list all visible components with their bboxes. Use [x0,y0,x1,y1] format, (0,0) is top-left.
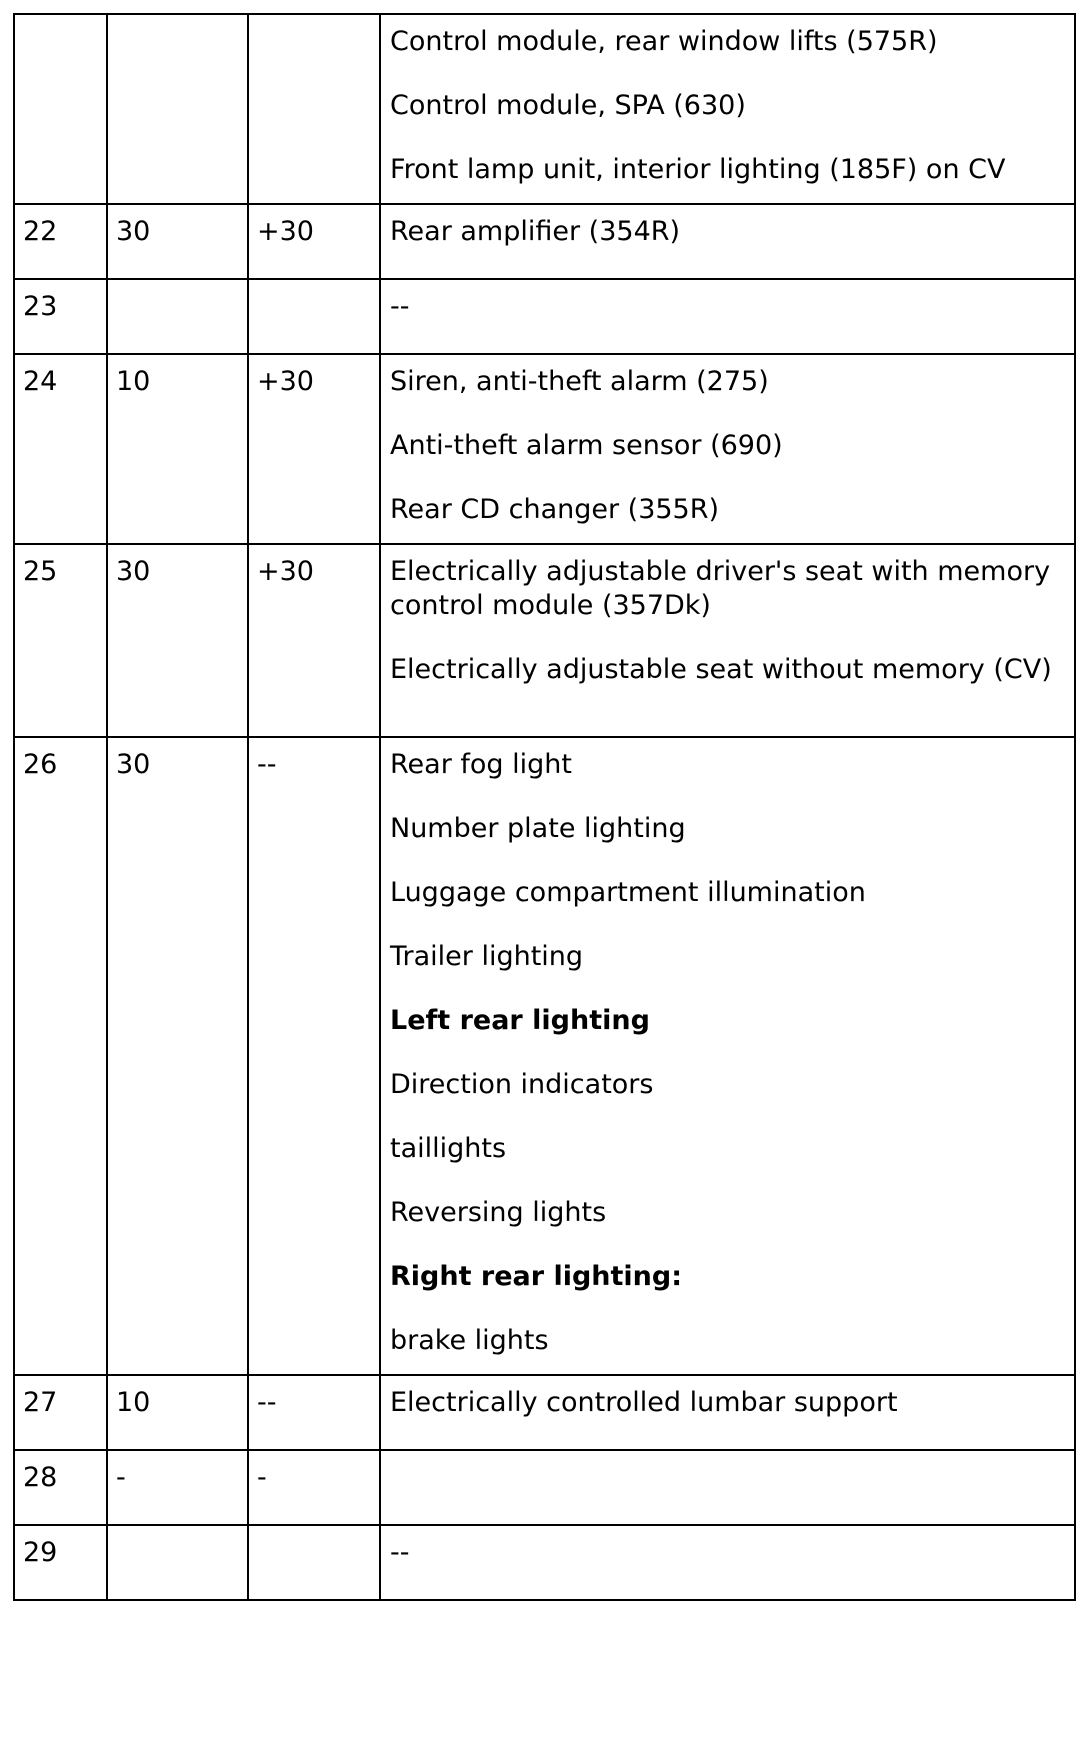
description-heading: Left rear lighting [390,1005,650,1036]
table-row [14,1450,1075,1525]
table-row [14,1375,1075,1450]
fuse-number [15,15,106,25]
description-line: Reversing lights [390,1197,607,1228]
fuse-number: 23 [23,291,58,322]
supply: - [257,1462,267,1493]
amperage: - [116,1462,126,1493]
amperage: 30 [116,556,151,587]
description-line: Control module, SPA (630) [390,90,746,121]
table-row [14,1525,1075,1600]
fuse-number: 27 [23,1387,58,1418]
description-line: Direction indicators [390,1069,654,1100]
amperage [108,1526,247,1536]
description-cell [380,204,1075,279]
amperage-cell [107,354,248,544]
fuse-number-cell [14,204,107,279]
supply-cell [248,204,380,279]
amperage-cell [107,204,248,279]
supply-cell [248,737,380,1375]
description-line: -- [390,291,410,322]
amperage-cell [107,544,248,737]
description-cell [380,1375,1075,1450]
amperage: 10 [116,366,151,397]
amperage: 30 [116,749,151,780]
table-row [14,544,1075,737]
description-cell [380,279,1075,354]
fuse-number: 26 [23,749,58,780]
fuse-number-cell [14,1450,107,1525]
description-cell [380,737,1075,1375]
amperage-cell [107,737,248,1375]
fuse-number-cell [14,354,107,544]
description-line: Rear amplifier (354R) [390,216,681,247]
supply [249,1526,379,1536]
amperage-cell [107,279,248,354]
description-line: -- [390,1537,410,1568]
fuse-number-cell [14,14,107,204]
amperage [108,15,247,25]
description-line: Electrically adjustable seat without memory (CV) [390,654,1052,685]
table-row [14,354,1075,544]
table-row [14,14,1075,204]
amperage: 30 [116,216,151,247]
fuse-number-cell [14,1525,107,1600]
fuse-number: 29 [23,1537,58,1568]
description-heading: Right rear lighting: [390,1261,683,1292]
description-line: taillights [390,1133,507,1164]
amperage: 10 [116,1387,151,1418]
description-cell [380,354,1075,544]
fuse-number-cell [14,544,107,737]
description-line: Electrically adjustable driver's seat with memory control module (357Dk) [390,556,1051,621]
supply-cell [248,1525,380,1600]
description-line: Electrically controlled lumbar support [390,1387,898,1418]
fuse-number-cell [14,279,107,354]
supply: +30 [257,556,314,587]
description-line: Luggage compartment illumination [390,877,866,908]
table-row [14,204,1075,279]
fuse-number: 24 [23,366,58,397]
supply-cell [248,14,380,204]
supply: -- [257,749,277,780]
fuse-number: 22 [23,216,58,247]
description-line: Front lamp unit, interior lighting (185F) on CV [390,154,1006,185]
supply-cell [248,1375,380,1450]
amperage-cell [107,1375,248,1450]
table-row [14,279,1075,354]
description-line: Rear fog light [390,749,572,780]
fuse-number-cell [14,1375,107,1450]
description-line: Control module, rear window lifts (575R) [390,26,938,57]
fuse-table-body [14,14,1075,1600]
fuse-number-cell [14,737,107,1375]
description-line: Anti-theft alarm sensor (690) [390,430,783,461]
description-cell [380,14,1075,204]
supply [249,15,379,25]
amperage-cell [107,14,248,204]
description-cell [380,1450,1075,1525]
table-row [14,737,1075,1375]
fuse-table [13,13,1076,1601]
supply-cell [248,1450,380,1525]
amperage-cell [107,1525,248,1600]
supply-cell [248,544,380,737]
supply: -- [257,1387,277,1418]
description-cell [380,544,1075,737]
supply: +30 [257,216,314,247]
description-line: Number plate lighting [390,813,686,844]
amperage [108,280,247,290]
description-cell [380,1525,1075,1600]
amperage-cell [107,1450,248,1525]
supply-cell [248,354,380,544]
description-line: Rear CD changer (355R) [390,494,720,525]
fuse-number: 28 [23,1462,58,1493]
supply-cell [248,279,380,354]
description-line: brake lights [390,1325,549,1356]
description-line: Siren, anti-theft alarm (275) [390,366,769,397]
description-line: Trailer lighting [390,941,584,972]
fuse-number: 25 [23,556,58,587]
supply: +30 [257,366,314,397]
supply [249,280,379,290]
